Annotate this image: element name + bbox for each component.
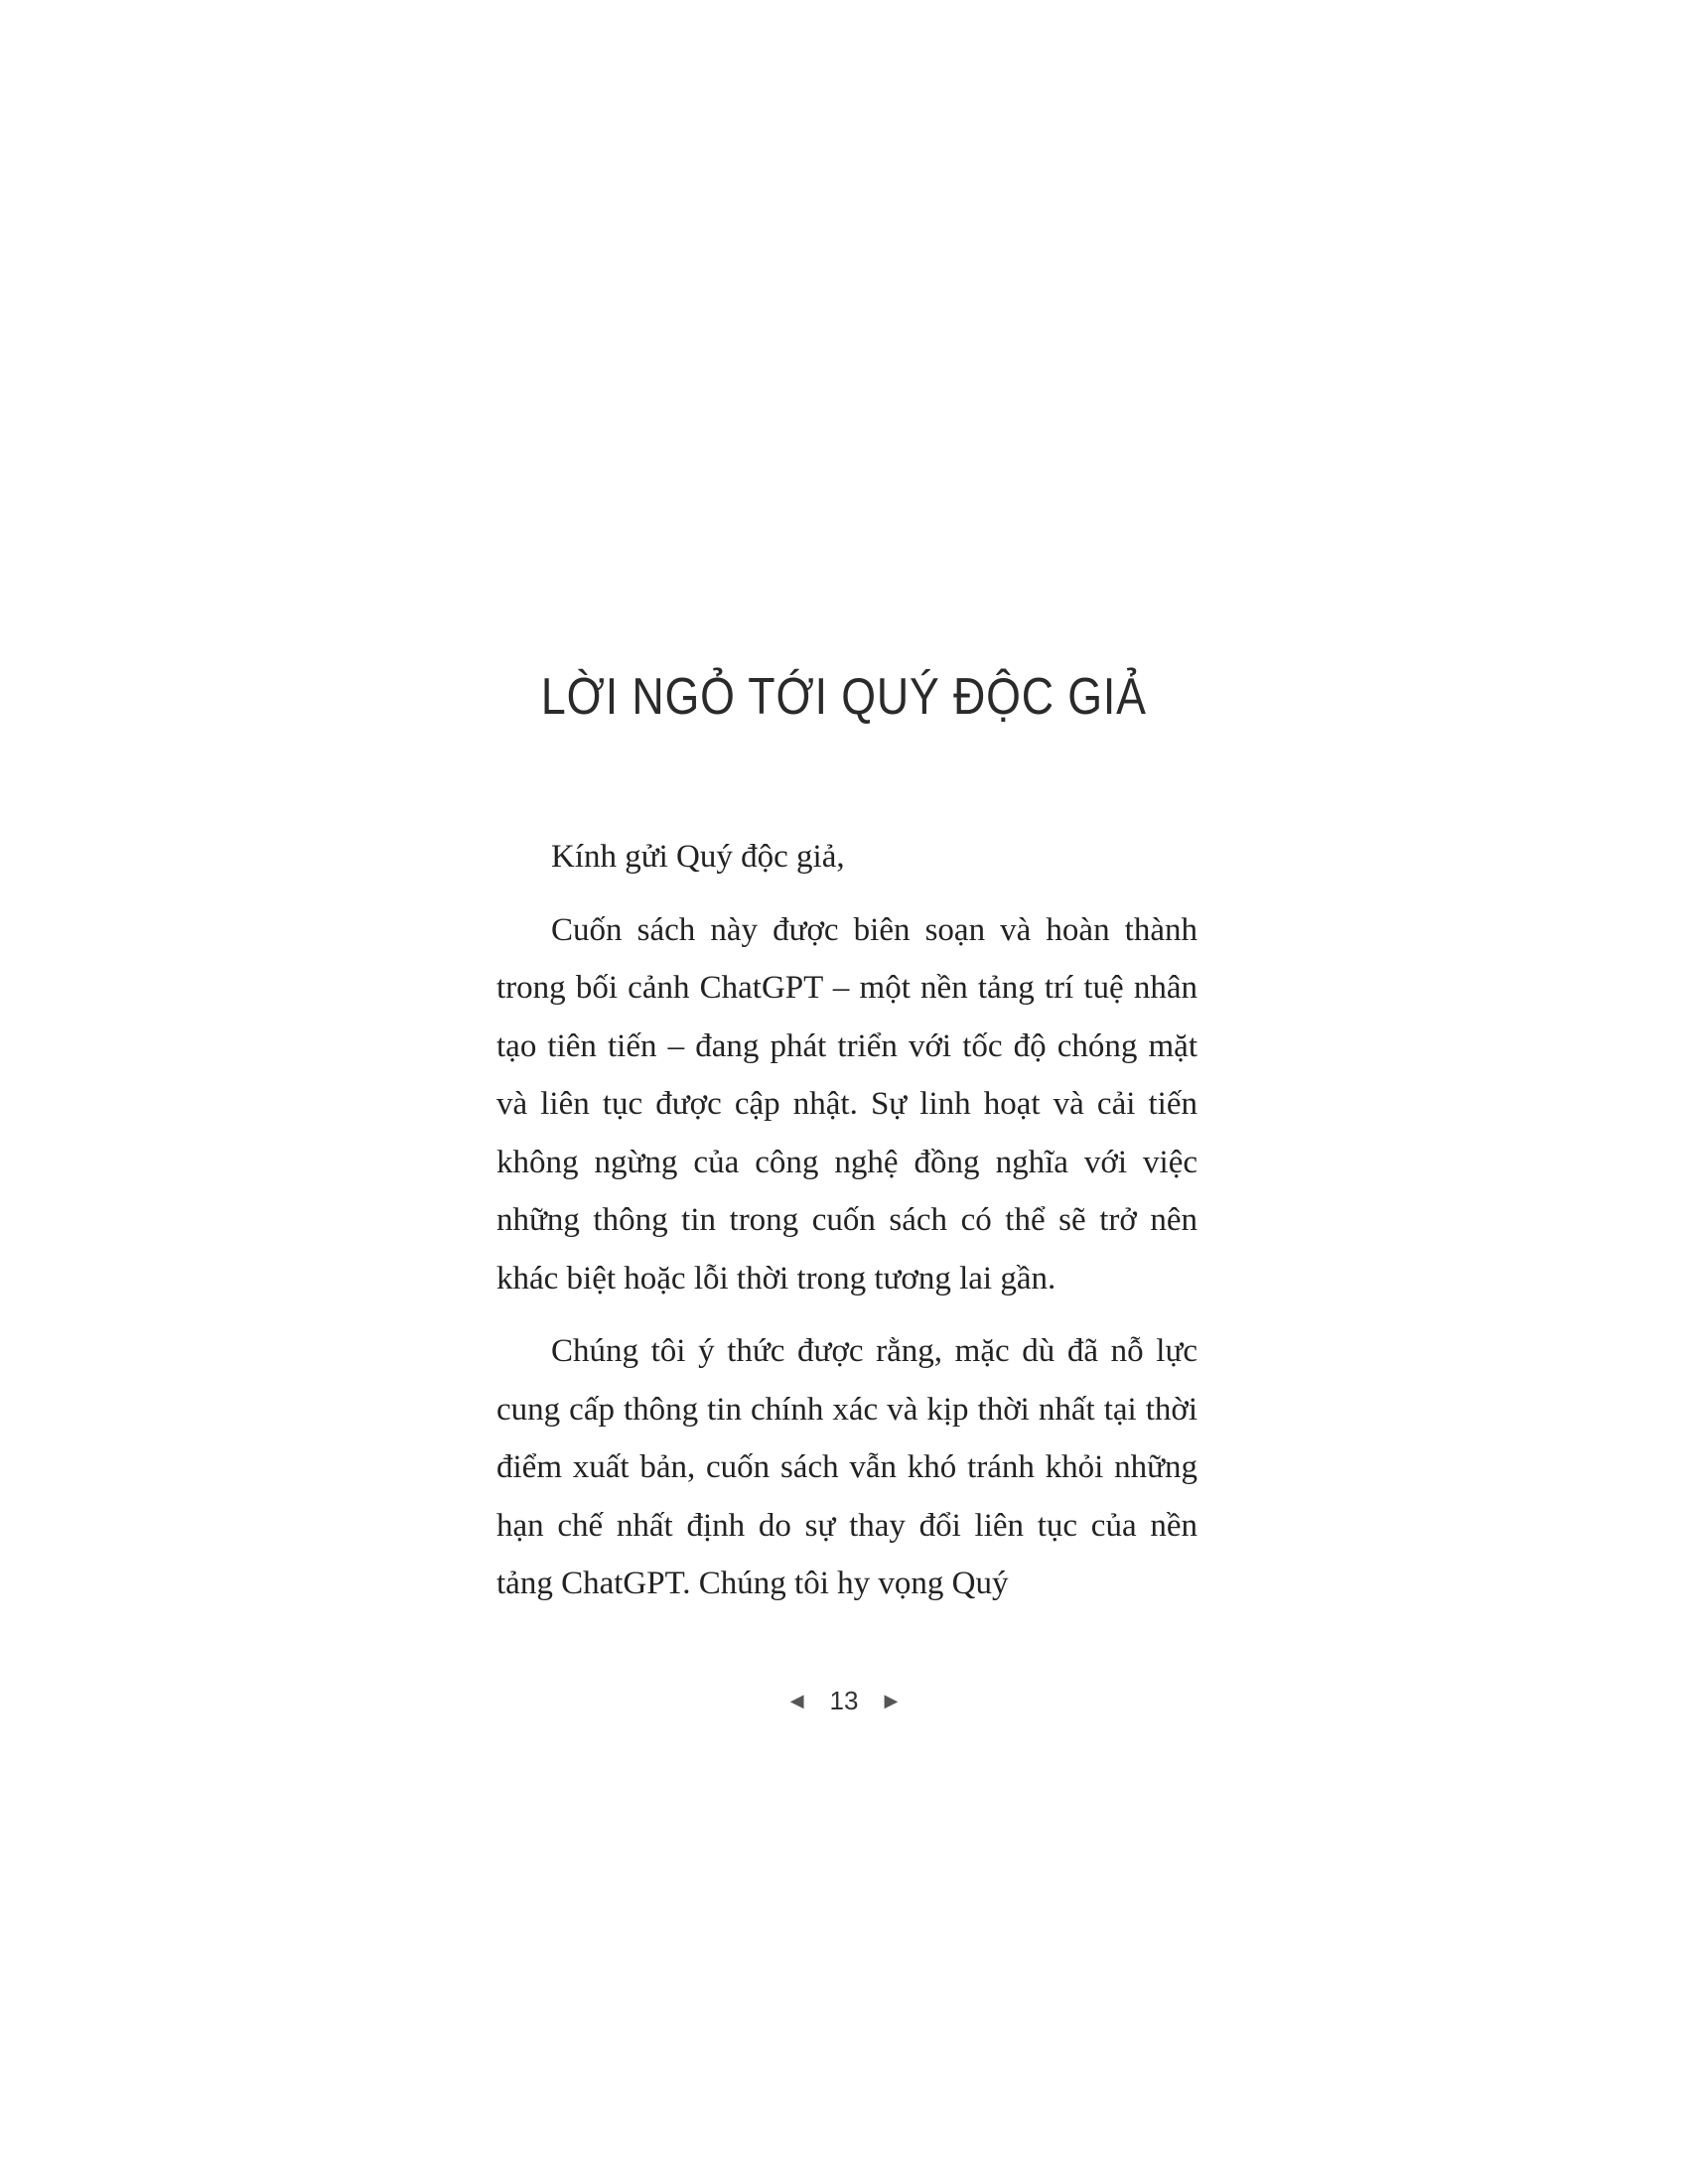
paragraph-2: Chúng tôi ý thức được rằng, mặc dù đã nỗ lực cung cấp thông tin chính xác và kịp thời nhất tại thời điểm xuất bản, cuốn sách vẫn khó tránh khỏi những hạn chế nhất định do sự thay đổi liên tục của nền tảng ChatGPT. Chúng tôi hy vọng Quý	[496, 1333, 1197, 1601]
body-text	[496, 828, 1197, 1628]
page-footer	[0, 1688, 1688, 1713]
salutation: Kính gửi Quý độc giả,	[551, 839, 845, 875]
page-number: 13	[829, 1686, 859, 1715]
triangle-left-icon: ◀	[789, 1691, 804, 1710]
chapter-title: LỜI NGỎ TỚI QUÝ ĐỘC GIẢ	[540, 668, 1147, 726]
paragraph-1: Cuốn sách này được biên soạn và hoàn thành trong bối cảnh ChatGPT – một nền tảng trí tuệ nhân tạo tiên tiến – đang phát triển với tốc độ chóng mặt và liên tục được cập nhật. Sự linh hoạt và cải tiến không ngừng của công nghệ đồng nghĩa với việc những thông tin trong cuốn sách có thể sẽ trở nên khác biệt hoặc lỗi thời trong tương lai gần.	[496, 911, 1197, 1297]
triangle-right-icon: ▶	[884, 1691, 899, 1710]
